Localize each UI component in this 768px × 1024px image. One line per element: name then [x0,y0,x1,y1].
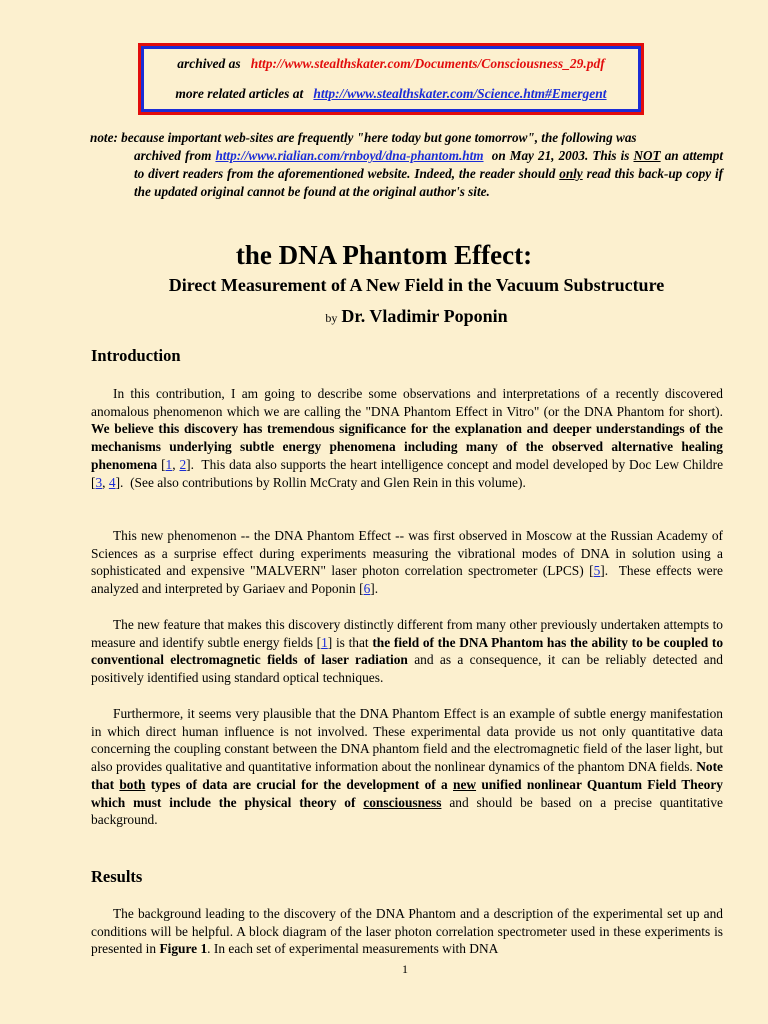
intro-p4-bold-3: unified nonlinear Quantum Field Theory which must include the physical theory of [91,776,723,810]
results-p1-text-a: The background leading to the discovery of the DNA Phantom and a description of the experimental set up and conditions will be helpful. A block diagram of the laser photon correlation spectrometer used in these experiments is presented in [91,906,723,957]
source-url-link[interactable]: http://www.rialian.com/rnboyd/dna-phantom.htm [215,148,484,163]
note-date: on May 21, 2003. This is [491,148,630,163]
archive-note [90,129,723,201]
intro-p3-text-b: is that [335,634,369,650]
note-only-word: only [559,166,583,181]
intro-p4-text-c: and should be based on a precise quantitative background. [91,794,723,828]
intro-p4-both: both [119,776,146,792]
intro-p2-text-b: These effects were analyzed and interpreted by Gariaev and Poponin [91,563,724,597]
page-title: the DNA Phantom Effect: [235,240,533,270]
page-subtitle: Direct Measurement of A New Field in the Vacuum Substructure [168,275,665,295]
intro-p4-new: new [453,776,477,792]
note-line-1: note: because important web-sites are frequently "here today but gone tomorrow", the following was [90,130,637,145]
figure-1-reference: Figure 1 [159,941,208,957]
intro-p1-text-b: This data also supports the heart intelligence concept and model developed by Doc Lew Childre [201,456,724,472]
byline-by: by [325,311,338,325]
note-not-word: NOT [633,148,661,163]
intro-p1-bold: We believe this discovery has tremendous significance for the explanation and deeper understandings of the mechanisms underlying subtle energy phenomena including many of the observed alternative healing phenomena [91,421,723,472]
related-articles-line [141,86,641,102]
related-articles-link[interactable]: http://www.stealthskater.com/Science.htm#Emergent [313,86,607,101]
reference-link-2[interactable]: 2 [179,456,187,472]
reference-link-1[interactable]: 1 [165,456,173,472]
byline [0,306,768,327]
note-body [90,147,723,201]
reference-link-6[interactable]: 6 [363,581,371,597]
introduction-heading: Introduction [91,346,181,365]
archive-banner [138,43,644,115]
note-line-4: read this back-up copy if the updated original cannot be found at the original author's [134,166,723,199]
reference-link-1b[interactable]: 1 [321,634,328,650]
intro-p1-text-a: In this contribution, I am going to describe some observations and interpretations of a recently discovered anomalous phenomenon which we are calling the "DNA Phantom Effect in Vitro" (or the DNA Phantom for short). [91,386,723,419]
note-archived-from: archived from [134,148,212,163]
archived-url-link[interactable]: http://www.stealthskater.com/Documents/Consciousness_29.pdf [250,56,605,71]
results-heading: Results [91,867,143,886]
intro-p4-text-a: Furthermore, it seems very plausible that the DNA Phantom Effect is an example of subtle energy manifestation in which direct human influence is not involved. These experimental data provide us not only quantitative data concerning the coupling constant between the DNA phantom field and the electromagnetic field of the laser light, but also provides qualitative and quantitative information about the nonlinear dynamics of the phantom DNA fields. [91,706,723,775]
author-name: Dr. Vladimir Poponin [341,306,508,326]
intro-p3-text-a: The new feature that makes this discovery distinctly different from many other previously undertaken attempts to measure and identify subtle energy fields [91,617,723,650]
archived-as-line [141,56,641,72]
archived-as-label: archived as [177,56,241,71]
intro-paragraph-2: This new phenomenon -- the DNA Phantom Effect -- was first observed in Moscow at the Russian Academy of Sciences as a surprise effect during experiments measuring the vibrational modes of DNA in solution using a sophisticated and expensive "MALVERN" laser photon correlation spectrometer (LPCS) [5]. These effects were analyzed and interpreted by Gariaev and Poponin [6]. [91,528,724,597]
reference-link-5[interactable]: 5 [593,563,601,579]
page-number: 1 [402,962,408,976]
intro-p2-text-a: This new phenomenon -- the DNA Phantom Effect -- was first observed in Moscow at the Russian Academy of Sciences as a surprise effect during experiments measuring the vibrational modes of DNA in solution using a sophisticated and expensive "MALVERN" laser photon correlation spectrometer (LPCS) [91,528,723,579]
note-line-3: an attempt to divert readers from the aforementioned website. Indeed, the reader should [134,148,724,181]
results-p1-text-b: . In each set of experimental measurements with DNA [207,941,499,957]
intro-p3-bold: the field of the DNA Phantom has the ability to be coupled to conventional electromagnetic fields of laser radiation [91,634,724,668]
reference-link-4[interactable]: 4 [108,474,116,490]
intro-p1-text-c: (See also contributions by Rollin McCraty and Glen Rein in this volume). [130,474,526,490]
results-paragraph-1 [91,905,723,958]
intro-p4-bold-2: types of data are crucial for the development of a [150,776,448,792]
intro-paragraph-3: The new feature that makes this discovery distinctly different from many other previously undertaken attempts to measure and identify subtle energy fields [1] is that the field of the DNA Phantom has the ability to be coupled to conventional electromagnetic fields of laser radiation and as a consequence, it can be reliably detected and positively identified using standard optical techniques. [91,617,724,686]
intro-paragraph-4 [91,705,723,829]
intro-p3-text-c: and as a consequence, it can be reliably detected and positively identified using standard optical techniques. [91,652,724,686]
note-line-5: site. [468,184,490,199]
intro-paragraph-1: In this contribution, I am going to describe some observations and interpretations of a recently discovered anomalous phenomenon which we are calling the "DNA Phantom Effect in Vitro" (or the DNA Phantom for short). We believe this discovery has tremendous significance for the explanation and deeper understandings of the mechanisms underlying subtle energy phenomena including many of the observed alternative healing phenomena [1, 2]. This data also supports the heart intelligence concept and model developed by Doc Lew Childre [3, 4]. (See also contributions by Rollin McCraty and Glen Rein in this volume). [91,386,724,490]
related-articles-label: more related articles at [175,86,304,101]
intro-p4-consciousness: consciousness [363,794,442,810]
intro-p4-bold-1: Note that [91,759,723,792]
reference-link-3[interactable]: 3 [95,474,103,490]
